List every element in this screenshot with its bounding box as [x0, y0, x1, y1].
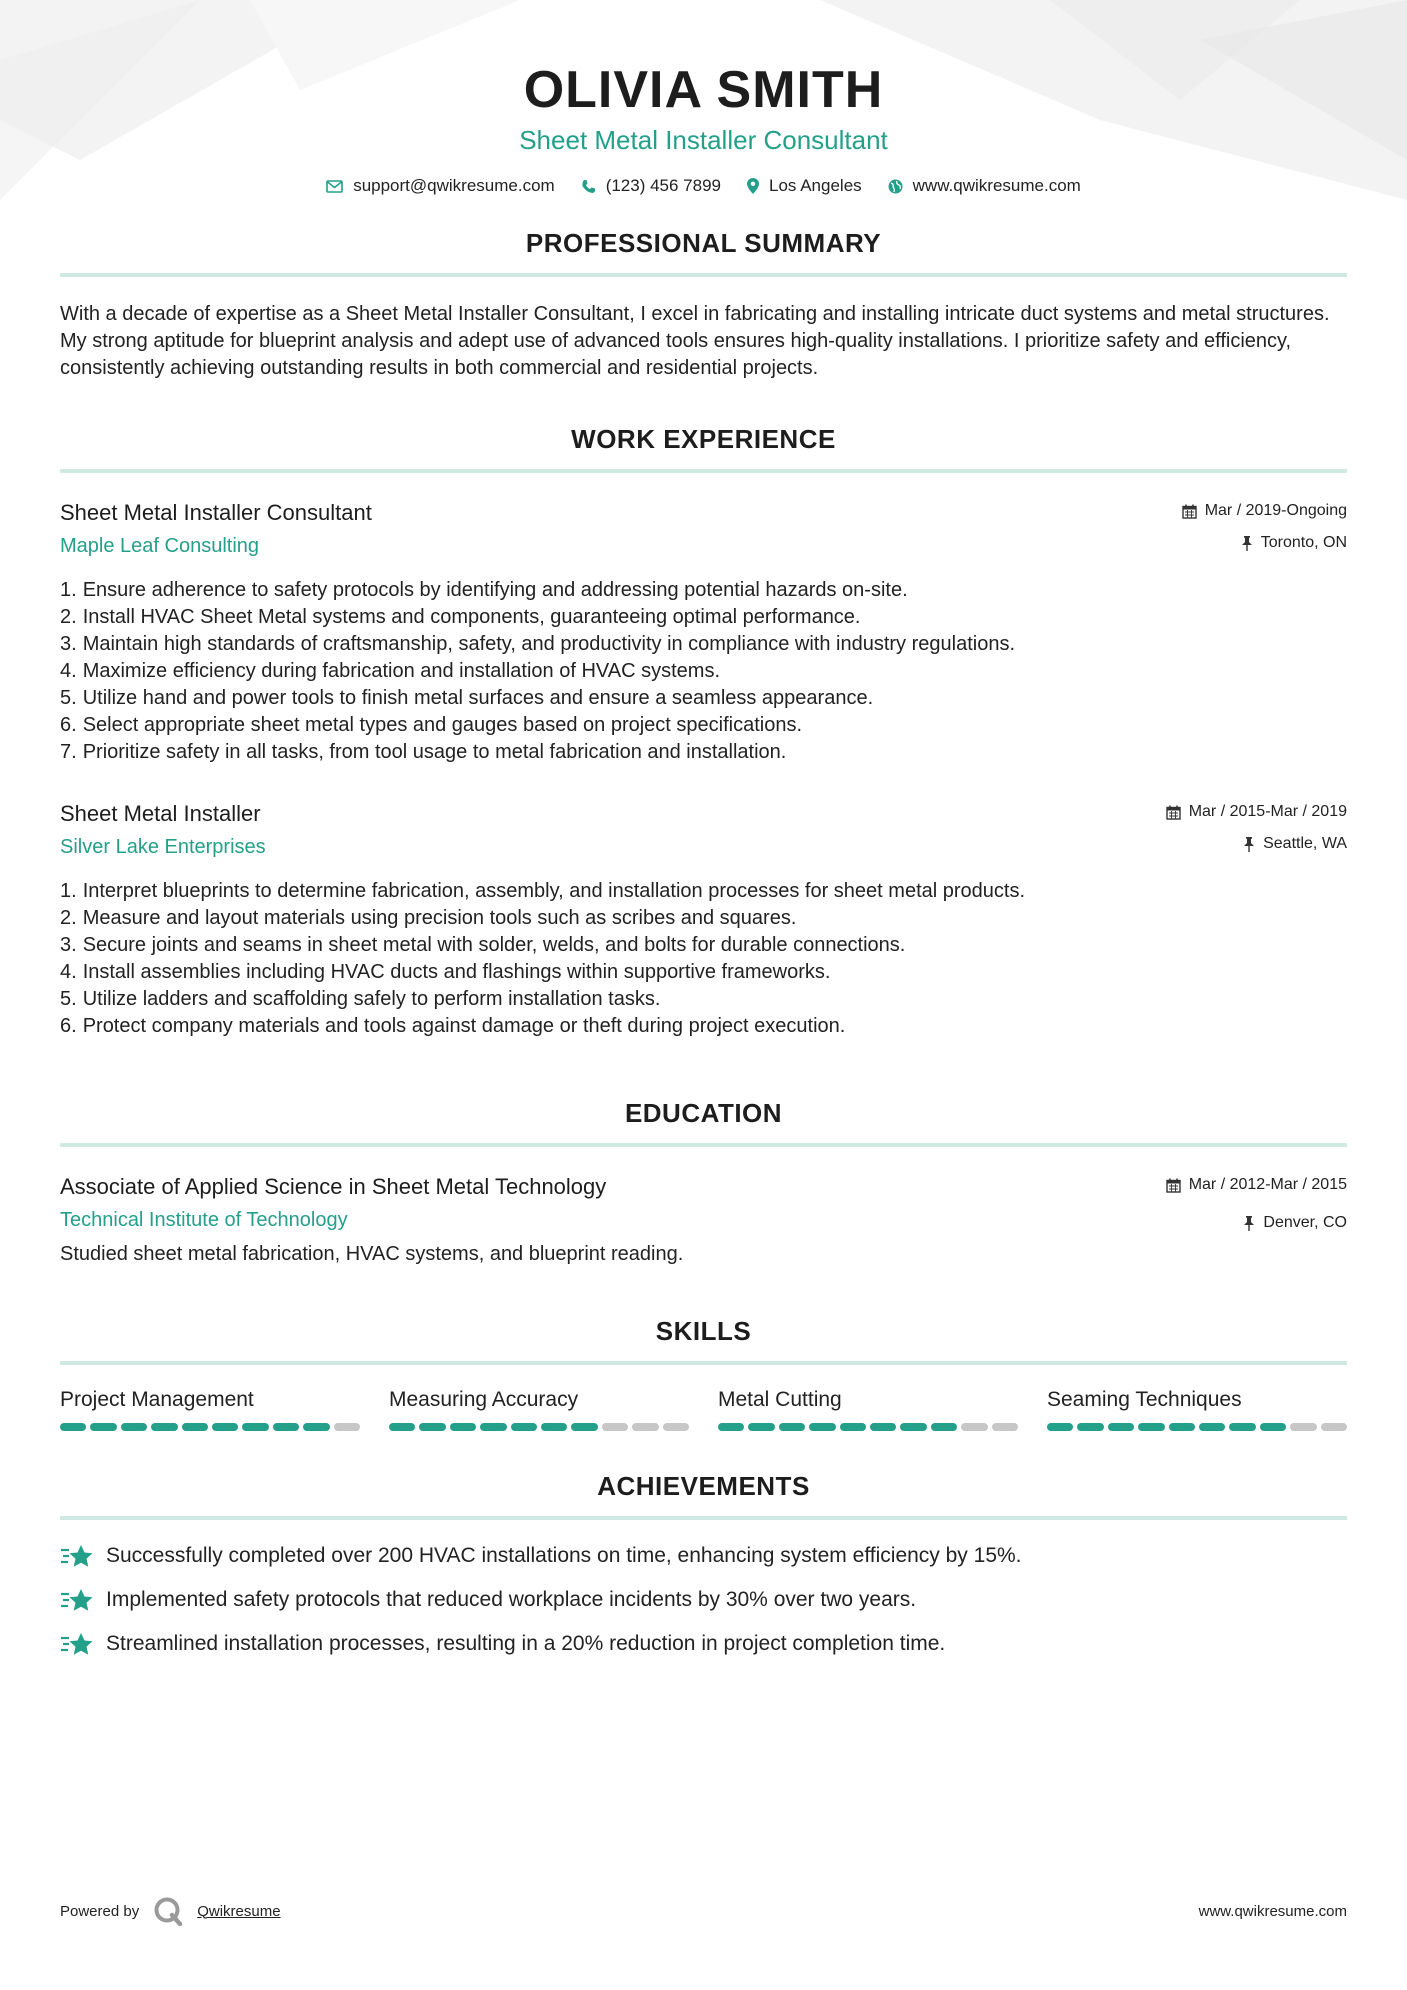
email-text: support@qwikresume.com — [353, 176, 555, 195]
skill-level-segment — [718, 1423, 744, 1431]
education-description: Studied sheet metal fabrication, HVAC systems, and blueprint reading. — [60, 1243, 684, 1265]
skill-level-segment — [1047, 1423, 1073, 1431]
skill-level-segment — [1229, 1423, 1255, 1431]
job-entry — [60, 800, 1347, 1040]
list-item: 2. Install HVAC Sheet Metal systems and components, guaranteeing optimal performance. — [60, 606, 861, 628]
skill-item — [718, 1387, 1018, 1431]
skill-name: Seaming Techniques — [1047, 1388, 1242, 1411]
job-location: Seattle, WA — [1263, 835, 1347, 852]
education-heading: EDUCATION — [60, 1098, 1347, 1147]
skill-level-segment — [1108, 1423, 1134, 1431]
skill-level-segment — [242, 1423, 268, 1431]
star-icon — [60, 1631, 94, 1657]
skill-level-segment — [389, 1423, 415, 1431]
list-item: 1. Ensure adherence to safety protocols by identifying and addressing potential hazards on-site. — [60, 579, 908, 601]
skill-level-segment — [511, 1423, 537, 1431]
skill-item — [60, 1387, 360, 1431]
list-item: 3. Maintain high standards of craftsmanship, safety, and productivity in compliance with industry regulations. — [60, 633, 1016, 655]
skills-heading: SKILLS — [60, 1316, 1347, 1365]
education-dates: Mar / 2012-Mar / 2015 — [1188, 1176, 1347, 1193]
page-footer — [60, 1896, 1347, 1926]
list-item: 4. Install assemblies including HVAC ducts and flashings within supportive frameworks. — [60, 961, 831, 983]
skill-level-segment — [1290, 1423, 1316, 1431]
list-item: 4. Maximize efficiency during fabrication and installation of HVAC systems. — [60, 660, 721, 682]
list-item: 3. Secure joints and seams in sheet metal with solder, welds, and bolts for durable connections. — [60, 934, 906, 956]
star-icon — [60, 1587, 94, 1613]
calendar-icon — [1182, 504, 1197, 519]
contact-location — [747, 176, 862, 196]
skill-item — [1047, 1387, 1347, 1431]
list-item: 7. Prioritize safety in all tasks, from tool usage to metal fabrication and installation. — [60, 741, 787, 763]
skill-level-segment — [480, 1423, 506, 1431]
job-title: Sheet Metal Installer — [60, 801, 261, 826]
skill-level-bar — [60, 1423, 360, 1431]
skill-level-segment — [151, 1423, 177, 1431]
location-text: Los Angeles — [769, 176, 862, 195]
skill-level-bar — [1047, 1423, 1347, 1431]
contact-phone[interactable] — [581, 176, 721, 196]
skill-level-segment — [748, 1423, 774, 1431]
list-item: Successfully completed over 200 HVAC installations on time, enhancing system efficiency by 15%. — [60, 1542, 1347, 1570]
experience-section — [60, 424, 1347, 1040]
skill-level-segment — [121, 1423, 147, 1431]
candidate-name: OLIVIA SMITH — [523, 61, 884, 119]
list-item: Streamlined installation processes, resulting in a 20% reduction in project completion time. — [60, 1630, 1347, 1658]
powered-by-label: Powered by — [60, 1902, 140, 1920]
skill-level-segment — [419, 1423, 445, 1431]
contact-website[interactable] — [888, 176, 1081, 196]
skill-level-segment — [182, 1423, 208, 1431]
list-item: 6. Select appropriate sheet metal types and gauges based on project specifications. — [60, 714, 803, 736]
globe-icon — [888, 179, 903, 194]
skill-name: Project Management — [60, 1388, 254, 1411]
skill-level-segment — [334, 1423, 360, 1431]
resume-header — [60, 0, 1347, 196]
location-pin-icon — [747, 178, 759, 194]
job-dates: Mar / 2019-Ongoing — [1204, 502, 1347, 519]
skill-item — [389, 1387, 689, 1431]
skill-level-segment — [870, 1423, 896, 1431]
education-entry — [60, 1173, 1347, 1266]
job-company: Silver Lake Enterprises — [60, 836, 266, 858]
skill-level-segment — [1169, 1423, 1195, 1431]
job-dates: Mar / 2015-Mar / 2019 — [1188, 803, 1347, 820]
skill-level-segment — [273, 1423, 299, 1431]
job-company: Maple Leaf Consulting — [60, 535, 260, 557]
skill-level-segment — [663, 1423, 689, 1431]
website-text: www.qwikresume.com — [912, 176, 1081, 195]
job-bullets — [60, 878, 1347, 1040]
skill-level-segment — [840, 1423, 866, 1431]
achievements-section — [60, 1471, 1347, 1658]
skill-level-segment — [1199, 1423, 1225, 1431]
pushpin-icon — [1243, 837, 1255, 852]
skill-name: Metal Cutting — [718, 1388, 842, 1411]
list-item: 5. Utilize hand and power tools to finish metal surfaces and ensure a seamless appearance. — [60, 687, 874, 709]
contact-row — [60, 176, 1347, 196]
skill-level-segment — [632, 1423, 658, 1431]
summary-text: With a decade of expertise as a Sheet Metal Installer Consultant, I excel in fabricating and installing intricate duct systems and metal structures. My strong aptitude for blueprint analysis and adept use of advanced tools ensures high-quality installations. I prioritize safety and efficiency, consistently achieving outstanding results in both commercial and residential projects. — [60, 303, 1330, 379]
list-item: 2. Measure and layout materials using precision tools such as scribes and squares. — [60, 907, 797, 929]
skill-level-segment — [303, 1423, 329, 1431]
skill-level-segment — [779, 1423, 805, 1431]
skill-level-segment — [1321, 1423, 1347, 1431]
job-title: Sheet Metal Installer Consultant — [60, 500, 372, 525]
skill-level-bar — [389, 1423, 689, 1431]
degree-title: Associate of Applied Science in Sheet Metal Technology — [60, 1174, 607, 1199]
skill-level-segment — [1260, 1423, 1286, 1431]
achievements-list — [60, 1542, 1347, 1658]
skill-level-segment — [900, 1423, 926, 1431]
skill-level-segment — [992, 1423, 1018, 1431]
skill-level-segment — [212, 1423, 238, 1431]
achievements-heading: ACHIEVEMENTS — [60, 1471, 1347, 1520]
calendar-icon — [1166, 1178, 1181, 1193]
experience-heading: WORK EXPERIENCE — [60, 424, 1347, 473]
star-icon — [60, 1543, 94, 1569]
skill-level-segment — [90, 1423, 116, 1431]
school-name: Technical Institute of Technology — [60, 1209, 348, 1231]
phone-icon — [581, 179, 596, 194]
skills-section — [60, 1316, 1347, 1431]
skill-level-segment — [571, 1423, 597, 1431]
skill-level-segment — [809, 1423, 835, 1431]
list-item: 1. Interpret blueprints to determine fabrication, assembly, and installation processes for sheet metal products. — [60, 880, 1026, 902]
skill-level-segment — [60, 1423, 86, 1431]
list-item: 5. Utilize ladders and scaffolding safely to perform installation tasks. — [60, 988, 661, 1010]
pushpin-icon — [1241, 536, 1253, 551]
skill-level-segment — [541, 1423, 567, 1431]
phone-text: (123) 456 7899 — [605, 176, 722, 195]
skill-level-segment — [602, 1423, 628, 1431]
job-location: Toronto, ON — [1260, 534, 1347, 551]
candidate-title: Sheet Metal Installer Consultant — [519, 125, 888, 155]
skill-level-segment — [450, 1423, 476, 1431]
skill-level-segment — [1138, 1423, 1164, 1431]
contact-email[interactable] — [326, 176, 555, 196]
job-entry — [60, 499, 1347, 766]
skill-name: Measuring Accuracy — [389, 1388, 579, 1411]
education-location: Denver, CO — [1263, 1214, 1347, 1231]
skill-level-bar — [718, 1423, 1018, 1431]
pushpin-icon — [1243, 1216, 1255, 1231]
calendar-icon — [1166, 805, 1181, 820]
list-item: Implemented safety protocols that reduced workplace incidents by 30% over two years. — [60, 1586, 1347, 1614]
summary-heading: PROFESSIONAL SUMMARY — [60, 228, 1347, 277]
summary-section — [60, 228, 1347, 382]
list-item: 6. Protect company materials and tools against damage or theft during project execution. — [60, 1015, 846, 1037]
footer-website[interactable]: www.qwikresume.com — [1198, 1902, 1347, 1920]
qwikresume-logo-icon — [153, 1896, 183, 1926]
brand-link[interactable]: Qwikresume — [197, 1902, 281, 1920]
skill-level-segment — [961, 1423, 987, 1431]
email-icon — [326, 180, 343, 193]
skill-level-segment — [931, 1423, 957, 1431]
skill-level-segment — [1077, 1423, 1103, 1431]
job-bullets — [60, 577, 1347, 766]
skills-row — [60, 1387, 1347, 1431]
education-section — [60, 1098, 1347, 1266]
